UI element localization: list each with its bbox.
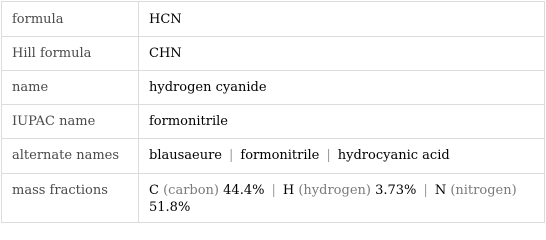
row-label: alternate names <box>2 139 139 174</box>
hill-formula-value: CHN <box>139 37 545 71</box>
separator: | <box>326 148 331 163</box>
separator: | <box>271 183 276 198</box>
row-formula <box>2 2 545 37</box>
row-label: name <box>2 71 139 105</box>
mass-fractions-value <box>139 174 545 223</box>
alternate-name: blausaeure <box>149 148 222 163</box>
row-label: Hill formula <box>2 37 139 71</box>
row-label: mass fractions <box>2 174 139 223</box>
element-name: (carbon) <box>163 183 220 198</box>
row-label: IUPAC name <box>2 105 139 139</box>
mass-fraction: 51.8% <box>149 200 191 215</box>
properties-table <box>1 1 545 223</box>
element-name: (nitrogen) <box>450 183 517 198</box>
element-symbol: H <box>282 183 295 198</box>
row-alternate-names <box>2 139 545 174</box>
row-hill-formula <box>2 37 545 71</box>
formula-value: HCN <box>139 2 545 37</box>
mass-fraction: 3.73% <box>375 183 417 198</box>
element-symbol: N <box>434 183 447 198</box>
mass-fraction: 44.4% <box>223 183 265 198</box>
separator: | <box>229 148 234 163</box>
element-symbol: C <box>149 183 159 198</box>
iupac-name-value: formonitrile <box>139 105 545 139</box>
name-value: hydrogen cyanide <box>139 71 545 105</box>
row-label: formula <box>2 2 139 37</box>
alternate-name: formonitrile <box>240 148 320 163</box>
separator: | <box>423 183 428 198</box>
row-iupac-name <box>2 105 545 139</box>
alternate-names-value <box>139 139 545 174</box>
element-name: (hydrogen) <box>298 183 371 198</box>
alternate-name: hydrocyanic acid <box>337 148 450 163</box>
row-mass-fractions <box>2 174 545 223</box>
row-name <box>2 71 545 105</box>
